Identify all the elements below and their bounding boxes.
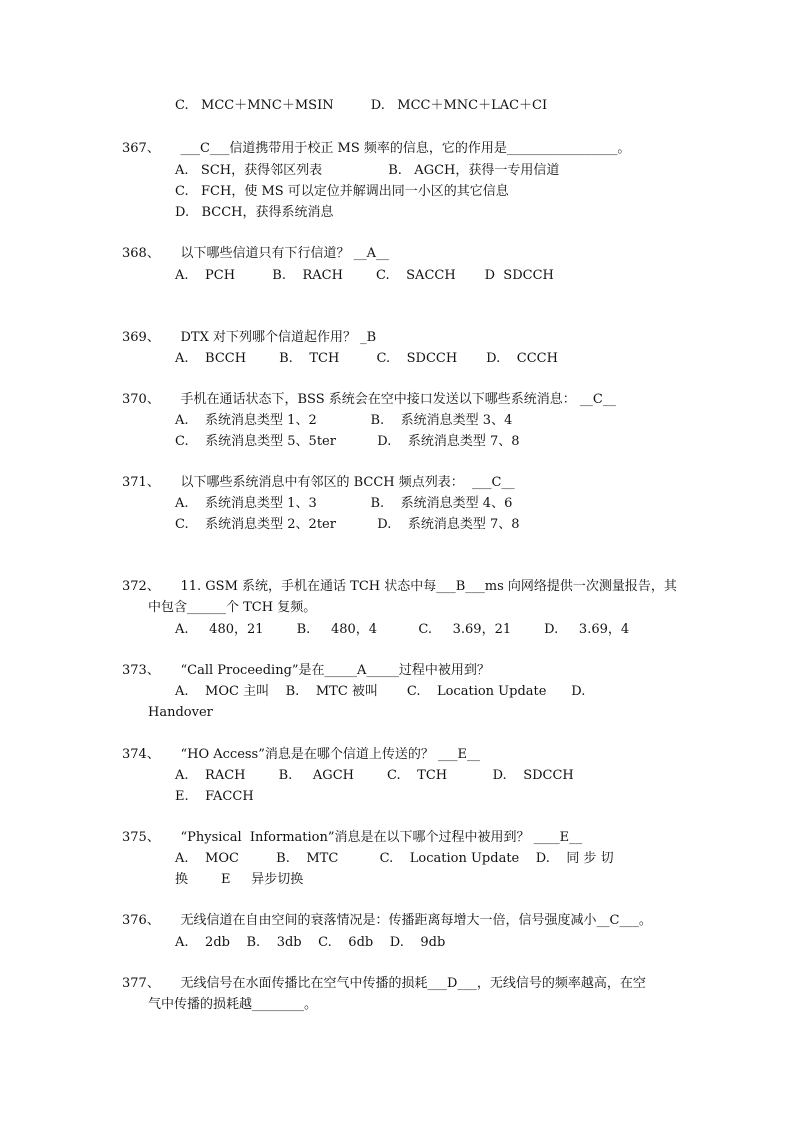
question-377: 377、 无线信号在水面传播比在空气中传播的损耗___D___，无线信号的频率越高，在空: [122, 976, 646, 991]
option-line: A. 系统消息类型 1、3 B. 系统消息类型 4、6: [175, 496, 513, 511]
option-line: D. BCCH，获得系统消息: [175, 205, 334, 220]
option-line-continued: Handover: [148, 705, 213, 720]
question-377-continued: 气中传播的损耗越________。: [148, 997, 318, 1012]
option-line: C. 系统消息类型 2、2ter D. 系统消息类型 7、8: [175, 517, 520, 532]
option-line: A. SCH，获得邻区列表 B. AGCH，获得一专用信道: [175, 163, 560, 178]
option-line: A. RACH B. AGCH C. TCH D. SDCCH: [175, 768, 574, 783]
question-374: 374、 “HO Access”消息是在哪个信道上传送的？ ___E__: [122, 747, 481, 762]
option-line: E. FACCH: [175, 789, 254, 804]
option-line-continued: 换 E 异步切换: [175, 872, 304, 887]
question-368: 368、 以下哪些信道只有下行信道？ __A__: [122, 246, 389, 261]
question-370: 370、 手机在通话状态下，BSS 系统会在空中接口发送以下哪些系统消息： __C__: [122, 392, 616, 407]
options-line: C. MCC＋MNC＋MSIN D. MCC＋MNC＋LAC＋CI: [175, 98, 548, 113]
option-line: A. 480，21 B. 480，4 C. 3.69，21 D. 3.69，4: [175, 622, 630, 637]
question-367: 367、 ___C___信道携带用于校正 MS 频率的信息，它的作用是_________________。: [122, 141, 631, 156]
question-371: 371、 以下哪些系统消息中有邻区的 BCCH 频点列表： ___C__: [122, 475, 515, 490]
question-372: 372、 11. GSM 系统，手机在通话 TCH 状态中每___B___ms 向网络提供一次测量报告，其: [122, 579, 677, 594]
option-line: C. FCH，使 MS 可以定位并解调出同一小区的其它信息: [175, 184, 509, 199]
option-line: A. 2db B. 3db C. 6db D. 9db: [175, 935, 446, 950]
question-375: 375、 “Physical Information”消息是在以下哪个过程中被用到？ ____E__: [122, 830, 583, 845]
question-373: 373、 “Call Proceeding”是在_____A_____过程中被用到？: [122, 663, 490, 678]
question-376: 376、 无线信道在自由空间的衰落情况是：传播距离每增大一倍，信号强度减小__C___。: [122, 913, 652, 928]
option-line: A. MOC B. MTC C. Location Update D. 同 步 切: [175, 851, 614, 866]
option-line: A. PCH B. RACH C. SACCH D SDCCH: [175, 268, 554, 283]
option-line: C. 系统消息类型 5、5ter D. 系统消息类型 7、8: [175, 434, 520, 449]
option-line: A. 系统消息类型 1、2 B. 系统消息类型 3、4: [175, 413, 513, 428]
question-372-continued: 中包含______个 TCH 复频。: [148, 600, 317, 615]
option-line: A. MOC 主叫 B. MTC 被叫 C. Location Update D.: [175, 684, 586, 699]
option-line: A. BCCH B. TCH C. SDCCH D. CCCH: [175, 351, 558, 366]
question-369: 369、 DTX 对下列哪个信道起作用？ _B: [122, 330, 377, 345]
